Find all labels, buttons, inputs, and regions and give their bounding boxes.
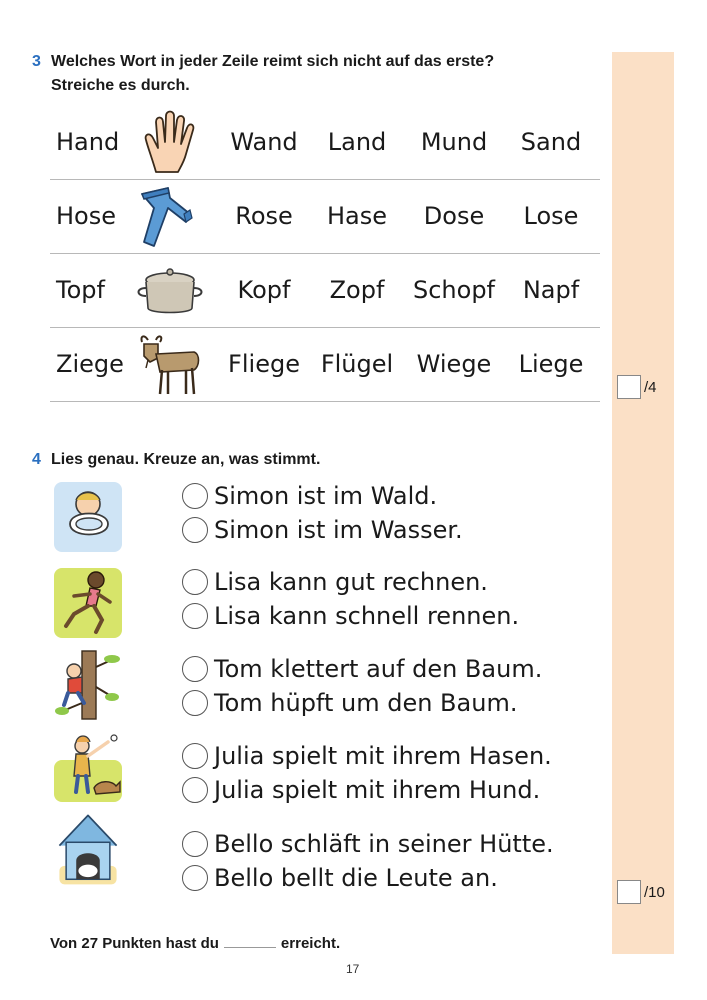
rhyme-word[interactable]: Mund <box>420 128 488 156</box>
task-3-instruction-line1: Welches Wort in jeder Zeile reimt sich nicht auf das erste? <box>51 53 495 70</box>
rhyme-word[interactable]: Wiege <box>416 350 492 378</box>
rhyme-first-word: Topf <box>56 276 105 304</box>
statement-text: Lisa kann gut rechnen. <box>214 568 488 596</box>
climber-icon <box>52 647 124 721</box>
statement-text: Julia spielt mit ihrem Hund. <box>214 776 541 804</box>
statement-text: Tom hüpft um den Baum. <box>214 689 518 717</box>
statement-item <box>50 651 610 733</box>
trousers-icon <box>134 184 206 250</box>
rhyme-row <box>50 106 600 180</box>
statement-option[interactable] <box>182 776 540 804</box>
rhyme-word[interactable]: Rose <box>235 202 293 230</box>
checkbox-circle[interactable] <box>182 517 208 543</box>
statement-option[interactable] <box>182 482 437 510</box>
statement-option[interactable] <box>182 742 552 770</box>
statement-text: Simon ist im Wasser. <box>214 516 463 544</box>
swimmer-icon <box>52 480 124 554</box>
statement-option[interactable] <box>182 568 488 596</box>
score-max-label: /4 <box>644 378 657 396</box>
rhyme-word[interactable]: Fliege <box>228 350 300 378</box>
points-summary <box>50 934 340 952</box>
rhyme-first-word: Hand <box>56 128 120 156</box>
points-summary-text-before: Von 27 Punkten hast du <box>50 935 219 952</box>
statement-text: Tom klettert auf den Baum. <box>214 655 543 683</box>
statement-text: Bello bellt die Leute an. <box>214 864 498 892</box>
rhyme-word[interactable]: Dose <box>423 202 485 230</box>
checkbox-circle[interactable] <box>182 569 208 595</box>
statement-text: Simon ist im Wald. <box>214 482 438 510</box>
task-4-score <box>617 880 665 904</box>
rhyme-word[interactable]: Zopf <box>329 276 385 304</box>
runner-icon <box>52 566 124 640</box>
statement-item <box>50 478 610 560</box>
doghouse-icon <box>52 812 124 886</box>
rhyme-table <box>50 106 600 402</box>
task-3-score <box>617 375 657 399</box>
page-number: 17 <box>346 962 360 976</box>
task-3-instruction <box>51 50 494 98</box>
statement-text: Lisa kann schnell rennen. <box>214 602 520 630</box>
task-4-number: 4 <box>32 451 41 468</box>
checkbox-circle[interactable] <box>182 656 208 682</box>
checkbox-circle[interactable] <box>182 743 208 769</box>
rhyme-word[interactable]: Flügel <box>320 350 394 378</box>
rhyme-word[interactable]: Napf <box>522 276 580 304</box>
rhyme-word[interactable]: Hase <box>326 202 388 230</box>
statement-option[interactable] <box>182 689 517 717</box>
rhyme-row <box>50 254 600 328</box>
rhyme-first-word: Hose <box>56 202 116 230</box>
checkbox-circle[interactable] <box>182 777 208 803</box>
statement-option[interactable] <box>182 830 554 858</box>
statement-option[interactable] <box>182 655 542 683</box>
task-3-instruction-line2: Streiche es durch. <box>51 77 190 94</box>
rhyme-word[interactable]: Kopf <box>237 276 291 304</box>
cooking-pot-icon <box>134 258 206 324</box>
score-max-label: /10 <box>644 883 665 901</box>
statement-item <box>50 826 610 908</box>
rhyme-word[interactable]: Lose <box>523 202 579 230</box>
statement-text: Bello schläft in seiner Hütte. <box>214 830 554 858</box>
score-input-box[interactable] <box>617 880 641 904</box>
task-4-instruction: Lies genau. Kreuze an, was stimmt. <box>51 451 321 468</box>
rhyme-first-word: Ziege <box>56 350 124 378</box>
statement-option[interactable] <box>182 516 463 544</box>
statement-item <box>50 738 610 820</box>
rhyme-row <box>50 180 600 254</box>
checkbox-circle[interactable] <box>182 831 208 857</box>
score-input-box[interactable] <box>617 375 641 399</box>
rhyme-word[interactable]: Land <box>327 128 387 156</box>
rhyme-row <box>50 328 600 402</box>
points-blank-field[interactable] <box>224 934 276 948</box>
checkbox-circle[interactable] <box>182 690 208 716</box>
checkbox-circle[interactable] <box>182 483 208 509</box>
statement-text: Julia spielt mit ihrem Hasen. <box>214 742 552 770</box>
statement-item <box>50 564 610 646</box>
checkbox-circle[interactable] <box>182 865 208 891</box>
rhyme-word[interactable]: Sand <box>520 128 582 156</box>
statement-option[interactable] <box>182 864 498 892</box>
girl-with-dog-icon <box>52 730 124 804</box>
task-3-number: 3 <box>32 53 41 70</box>
rhyme-word[interactable]: Schopf <box>412 276 496 304</box>
rhyme-word[interactable]: Wand <box>230 128 298 156</box>
hand-icon <box>134 110 206 176</box>
rhyme-word[interactable]: Liege <box>518 350 584 378</box>
score-sidebar <box>612 52 674 954</box>
goat-icon <box>134 332 206 398</box>
statement-option[interactable] <box>182 602 519 630</box>
points-summary-text-after: erreicht. <box>280 935 341 952</box>
checkbox-circle[interactable] <box>182 603 208 629</box>
